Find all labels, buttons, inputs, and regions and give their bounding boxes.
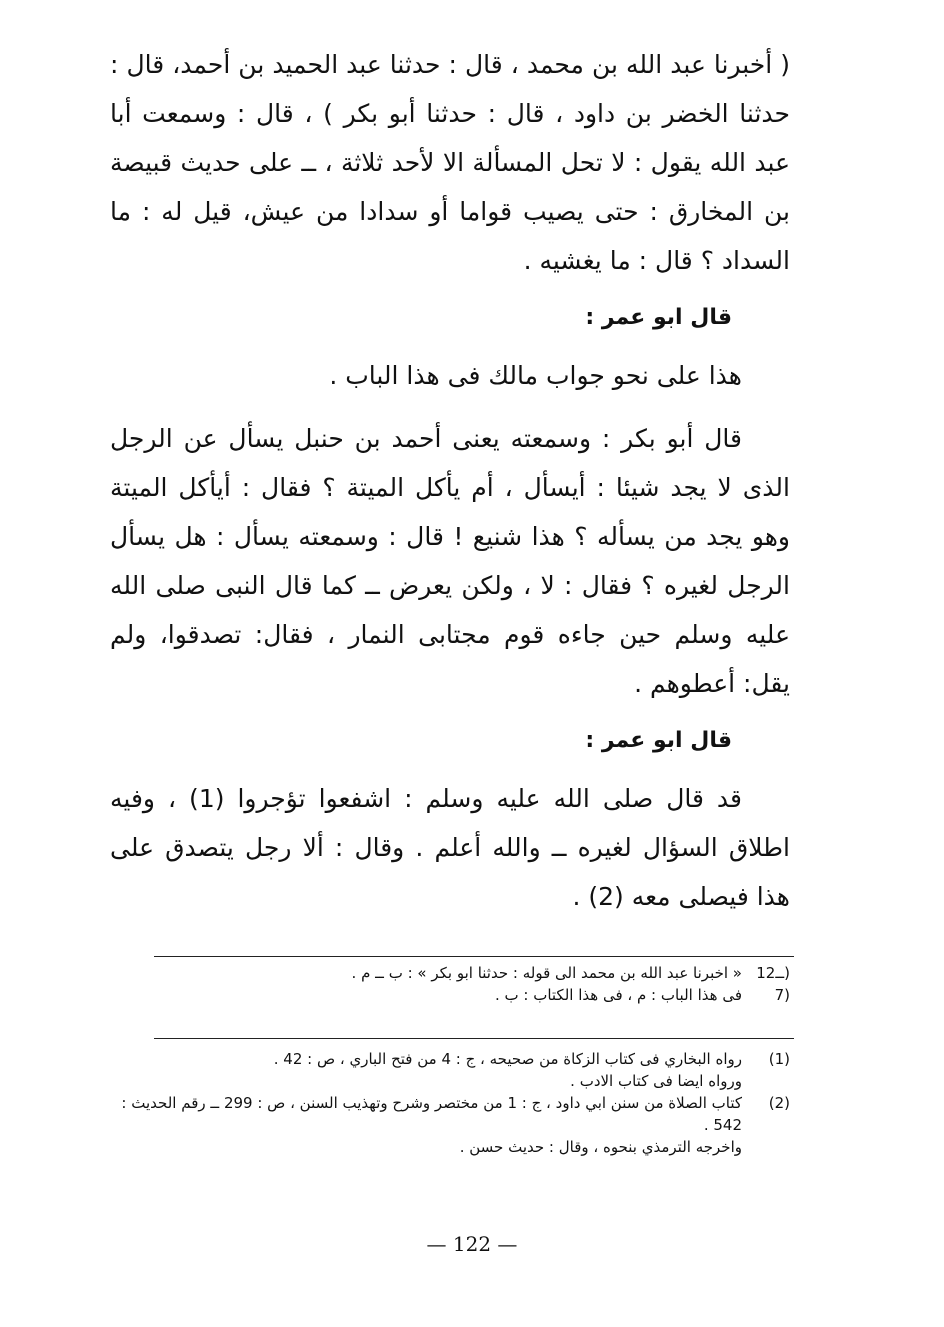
main-text (110, 40, 790, 921)
source-notes (110, 1048, 790, 1158)
note-number: 7) (774, 986, 790, 1004)
note-number: (2) (768, 1094, 790, 1112)
note-number: (1) (768, 1050, 790, 1068)
paragraph-shafaa: قد قال صلى الله عليه وسلم : اشفعوا تؤجروا (1) ، وفيه اطلاق السؤال لغيره ــ والله أعلم . وقال : ألا رجل يتصدق على هذا فيصلى معه (2) . (110, 784, 790, 911)
paragraph-ahmad: قال أبو بكر : وسمعته يعنى أحمد بن حنبل يسأل عن الرجل الذى لا يجد شيئا : أيسأل ، أم يأكل الميتة ؟ فقال : أيأكل الميتة وهو يجد من يسأله ؟ هذا شنيع ! قال : وسمعته يسأل : هل يسأل الرجل لغيره ؟ فقال : لا ، ولكن يعرض ــ كما قال النبى صلى الله عليه وسلم حين جاءه قوم مجتابى النمار ، فقال: تصدقوا، ولم يقل: أعطوهم . (110, 424, 790, 698)
note-line: ورواه ايضا فى كتاب الادب . (570, 1072, 742, 1090)
note-text (110, 1048, 742, 1092)
source-note (110, 1048, 790, 1092)
note-line: واخرجه الترمذي بنحوه ، وقال : حديث حسن . (459, 1138, 742, 1156)
variant-note (110, 962, 790, 984)
page-number: — 122 — (426, 1232, 518, 1256)
footnote-divider-1 (154, 956, 794, 957)
note-line: كتاب الصلاة من سنن ابي داود ، ج : 1 من مختصر وشرح وتهذيب السنن ، ص : 299 ــ رقم الحديث : 542 . (121, 1094, 742, 1134)
note-text (110, 1092, 742, 1158)
section-heading-1: قال ابو عمر : (585, 305, 732, 330)
note-line: رواه البخاري فى كتاب الزكاة من صحيحه ، ج : 4 من فتح الباري ، ص : 42 . (273, 1050, 742, 1068)
variant-note (110, 984, 790, 1006)
note-text: فى هذا الباب : م ، فى هذا الكتاب : ب . (494, 986, 742, 1004)
note-number: 1ــ2) (756, 964, 790, 982)
note-text: « اخبرنا عبد الله بن محمد الى قوله : حدثنا ابو بكر » : ب ــ م . (351, 964, 742, 982)
paragraph-malik: هذا على نحو جواب مالك فى هذا الباب . (329, 361, 742, 390)
variant-notes (110, 962, 790, 1006)
source-note (110, 1092, 790, 1158)
footnote-divider-2 (154, 1038, 794, 1039)
section-heading-2: قال ابو عمر : (585, 728, 732, 753)
paragraph-isnad: ( أخبرنا عبد الله بن محمد ، قال : حدثنا عبد الحميد بن أحمد، قال : حدثنا الخضر بن داود ، قال : حدثنا أبو بكر ) ، قال : وسمعت أبا عبد الله يقول : لا تحل المسألة الا لأحد ثلاثة ، ــ على حديث قبيصة بن المخارق : حتى يصيب قواما أو سدادا من عيش، قيل له : ما السداد ؟ قال : ما يغشيه . (110, 50, 790, 275)
